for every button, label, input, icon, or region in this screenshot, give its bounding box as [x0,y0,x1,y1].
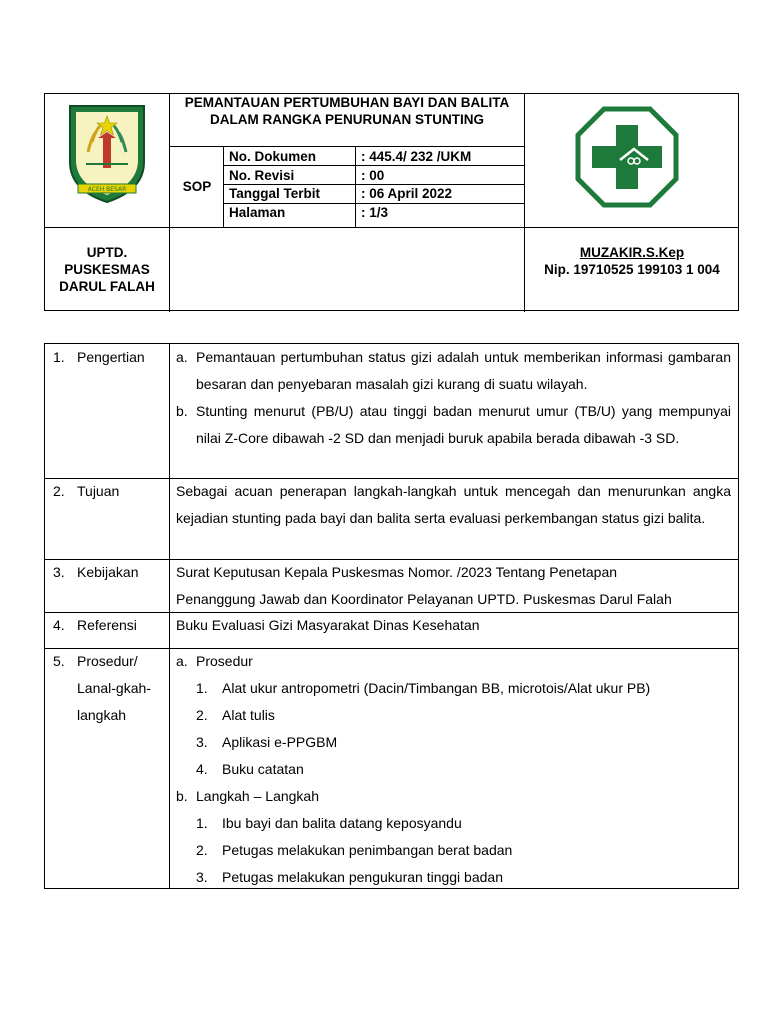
list-marker: 3. [196,734,208,750]
section-label [53,648,165,729]
list-item [176,398,731,452]
list-marker: b. [176,788,188,804]
section-title: Referensi [77,617,137,633]
logo-banner-text: ACEH BESAR [87,186,127,193]
list-item [176,675,731,702]
group-title: Langkah – Langkah [196,788,319,804]
unit-line: DARUL FALAH [59,279,155,294]
list-item-text: Buku catatan [222,761,304,777]
list-marker: 1. [196,680,208,696]
group-heading [176,783,731,810]
signatory-nip: Nip. 19710525 199103 1 004 [544,262,720,277]
list-item [176,729,731,756]
section-title: Pengertian [77,349,145,365]
section-number: 3. [53,564,65,580]
section-content: Buku Evaluasi Gizi Masyarakat Dinas Kesehatan [176,617,480,633]
list-marker: a. [176,349,188,365]
document-title: PEMANTAUAN PERTUMBUHAN BAYI DAN BALITA DALAM RANGKA PENURUNAN STUNTING [184,95,510,127]
section-number: 5. [53,653,65,669]
section-label [53,478,165,505]
list-item-text: Ibu bayi dan balita datang keposyandu [222,815,462,831]
list-marker: b. [176,403,188,419]
group-heading [176,648,731,675]
list-item-text: Pemantauan pertumbuhan status gizi adalah untuk memberikan informasi gambaran besaran dan penyebaran masalah gizi kurang di suatu wilayah. [196,349,731,392]
list-marker: a. [176,653,188,669]
section-label [53,344,165,371]
signatory-name: MUZAKIR.S.Kep [579,245,685,260]
list-item [176,810,731,837]
policy-line: Surat Keputusan Kepala Puskesmas Nomor. /2023 Tentang Penetapan [176,564,618,580]
list-item [176,756,731,783]
list-item [176,344,731,398]
doc-info-value: : 00 [361,168,385,183]
list-marker: 1. [196,815,208,831]
section-content [176,344,731,452]
section-label [53,612,165,639]
divider [223,146,224,227]
divider [169,344,170,888]
sop-header-table [44,93,739,311]
list-item-text: Alat tulis [222,707,275,723]
aceh-besar-emblem-logo [62,102,152,206]
list-item-text: Stunting menurut (PB/U) atau tinggi badan menurut umur (TB/U) yang mempunyai nilai Z-Core dibawah -2 SD dan menjadi buruk apabila berada dibawah -3 SD. [196,403,731,446]
sop-content-table [44,343,739,889]
section-title: langkah [77,707,127,723]
list-item-text: Petugas melakukan pengukuran tinggi badan [222,869,503,885]
section-label [53,559,165,586]
list-item-text: Aplikasi e-PPGBM [222,734,338,750]
group-title: Prosedur [196,653,253,669]
list-item [176,864,731,891]
section-title: Kebijakan [77,564,139,580]
section-number: 4. [53,617,65,633]
list-item-text: Petugas melakukan penimbangan berat badan [222,842,513,858]
doc-info-key: No. Revisi [229,168,295,183]
section-title: Lanal-gkah- [77,680,151,696]
list-item [176,837,731,864]
divider [223,146,524,147]
unit-line: PUSKESMAS [64,262,150,277]
section-number: 2. [53,483,65,499]
list-item [176,702,731,729]
doc-info-value: : 445.4/ 232 /UKM [361,149,472,164]
doc-info-value: : 06 April 2022 [361,186,453,201]
divider [524,94,525,312]
list-marker: 2. [196,842,208,858]
section-title: Prosedur/ [77,653,138,669]
unit-line: UPTD. [86,245,128,260]
doc-info-key: Tanggal Terbit [229,186,320,201]
list-item-text: Alat ukur antropometri (Dacin/Timbangan BB, microtois/Alat ukur PB) [222,680,651,696]
list-marker: 3. [196,869,208,885]
policy-line: Penanggung Jawab dan Koordinator Pelayanan UPTD. Puskesmas Darul Falah [176,591,672,607]
list-marker: 2. [196,707,208,723]
section-content: Sebagai acuan penerapan langkah-langkah untuk mencegah dan menurunkan angka kejadian stunting pada bayi dan balita serta evaluasi perkembangan status gizi balita. [176,483,731,526]
section-content [176,559,731,613]
signatory-block [525,244,739,278]
list-marker: 4. [196,761,208,777]
sop-label: SOP [182,178,212,194]
section-title: Tujuan [77,483,120,499]
puskesmas-cross-logo [574,105,680,209]
section-number: 1. [53,349,65,365]
unit-name [45,227,169,312]
section-content [176,648,731,891]
doc-info-key: No. Dokumen [229,149,317,164]
doc-info-value: : 1/3 [361,205,389,220]
doc-info-key: Halaman [229,205,286,220]
divider [169,94,170,312]
